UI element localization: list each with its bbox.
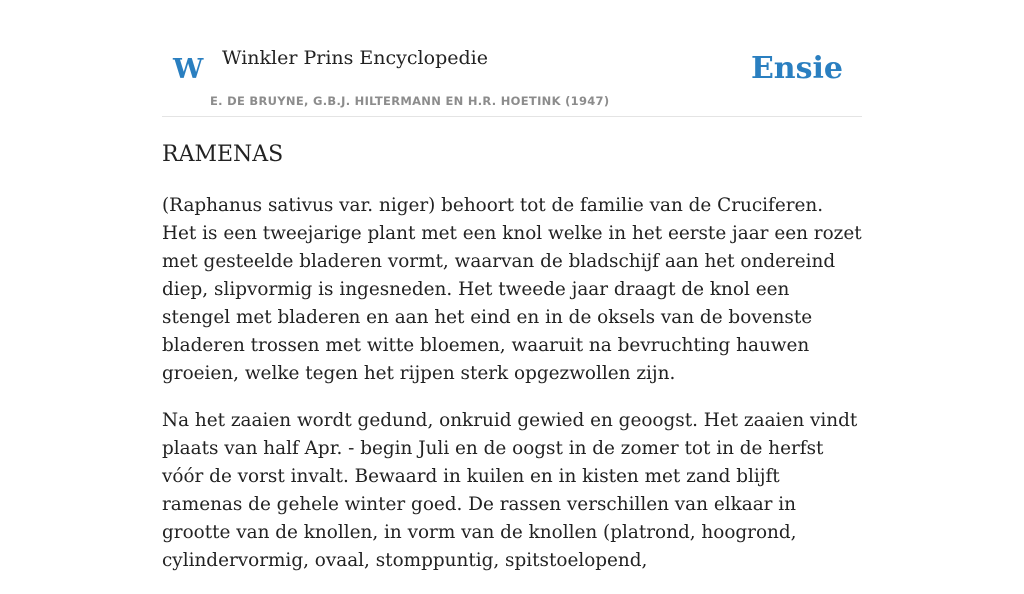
entry-paragraph: Na het zaaien wordt gedund, onkruid gewied en geoogst. Het zaaien vindt plaats van half Apr. - begin Juli en de oogst in de zomer tot in de herfst vóór de vorst invalt. Bewaard in kuilen en in kisten met zand blijft ramenas de gehele winter goed. De rassen verschillen van elkaar in grootte van de knollen, in vorm van de knollen (platrond, hoogrond, cylindervormig, ovaal, stomppuntig, spitstoelopend, xyxy=(162,410,858,571)
site-title[interactable]: Winkler Prins Encyclopedie xyxy=(222,47,488,69)
encyclopedia-logo-icon[interactable]: W xyxy=(173,54,204,85)
entry-paragraph: (Raphanus sativus var. niger) behoort tot de familie van de Cruciferen. Het is een tweejarige plant met een knol welke in het eerste jaar een rozet met gesteelde bladeren vormt, waarvan de bladschijf aan het ondereind diep, slipvormig is ingesneden. Het tweede jaar draagt de knol een stengel met bladeren en aan het eind en in de oksels van de bovenste bladeren trossen met witte bloemen, waaruit na bevruchting hauwen groeien, welke tegen het rijpen sterk opgezwollen zijn. xyxy=(162,195,862,384)
authors-line: E. DE BRUYNE, G.B.J. HILTERMANN EN H.R. HOETINK (1947) xyxy=(210,94,610,108)
site-header xyxy=(162,0,862,117)
page xyxy=(162,0,862,571)
entry-body xyxy=(162,192,862,594)
entry-title: RAMENAS xyxy=(162,142,284,167)
brand-logo-link[interactable]: Ensie xyxy=(750,51,843,86)
